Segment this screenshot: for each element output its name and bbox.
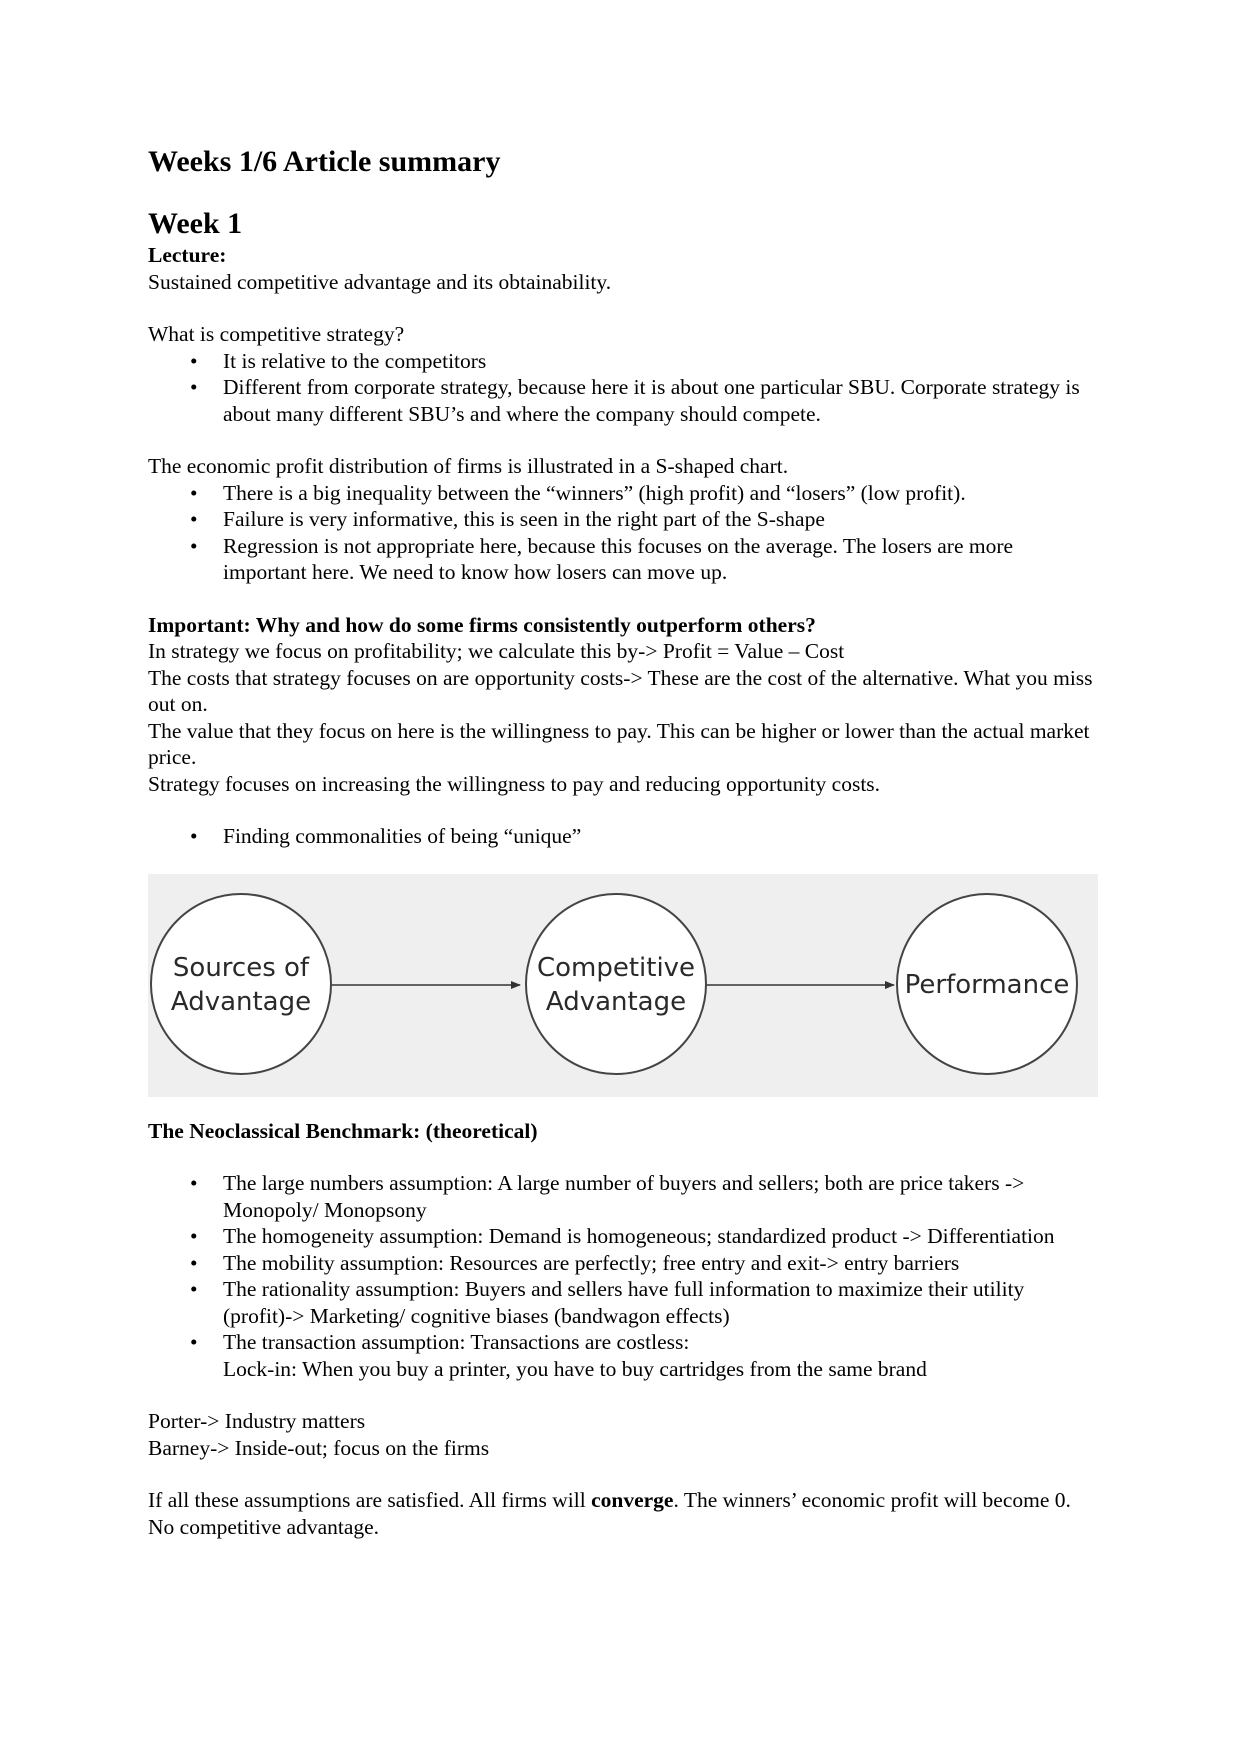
porter-line: Porter-> Industry matters: [148, 1409, 366, 1433]
bullet-icon: •: [190, 1171, 198, 1195]
important-heading: Important: Why and how do some firms consistently outperform others?: [148, 612, 816, 637]
list-item-text: Finding commonalities of being “unique”: [223, 824, 582, 848]
profitability-line: In strategy we focus on profitability; we calculate this by-> Profit = Value – Cost: [148, 639, 845, 663]
node-label: Sources of: [172, 952, 310, 983]
neoclassical-heading: The Neoclassical Benchmark: (theoretical): [148, 1118, 538, 1143]
bullet-icon: •: [190, 348, 198, 373]
bullet-icon: •: [190, 824, 198, 848]
lock-in-text: Lock-in: When you buy a printer, you have to buy cartridges from the same brand: [223, 1356, 927, 1381]
list-item: [148, 1250, 1098, 1277]
node-label: Advantage: [170, 986, 312, 1017]
advantage-flow-diagram: [148, 874, 1098, 1097]
bullet-icon: •: [190, 1224, 198, 1248]
bullet-icon: •: [190, 1250, 198, 1275]
list-item-text: Different from corporate strategy, because here it is about one particular SBU. Corporate strategy is about many different SBU’s and where the company should compete.: [223, 375, 1080, 426]
bullet-icon: •: [190, 375, 198, 399]
list-item-text: Failure is very informative, this is seen in the right part of the S-shape: [223, 507, 825, 531]
converge-emphasis: converge: [591, 1488, 674, 1512]
profitability-line: The value that they focus on here is the willingness to pay. This can be higher or lower than the actual market price.: [148, 718, 1090, 769]
list-item-text: The homogeneity assumption: Demand is homogeneous; standardized product -> Differentiation: [223, 1224, 1055, 1248]
document-title: Weeks 1/6 Article summary: [148, 145, 501, 178]
assumption-list: [148, 1170, 1098, 1382]
barney-line: Barney-> Inside-out; focus on the firms: [148, 1435, 490, 1460]
unique-list: [148, 823, 1098, 850]
node-label: Performance: [904, 969, 1070, 1000]
bullet-icon: •: [190, 533, 198, 558]
list-item-text: The mobility assumption: Resources are perfectly; free entry and exit-> entry barriers: [223, 1250, 960, 1275]
conclusion-paragraph: [148, 1487, 1098, 1540]
conclusion-text: If all these assumptions are satisfied. All firms will: [148, 1488, 592, 1512]
list-item: [148, 506, 1098, 533]
competitive-strategy-list: [148, 348, 1098, 428]
list-item: [148, 533, 1098, 586]
list-item: [148, 374, 1098, 427]
list-item: [148, 1329, 1098, 1382]
list-item: [148, 1276, 1098, 1329]
week-heading: Week 1: [148, 207, 243, 240]
profitability-line: The costs that strategy focuses on are opportunity costs-> These are the cost of the alternative. What you miss out on.: [148, 665, 1093, 716]
conclusion-text: . The winners’ economic profit will become 0. No competitive advantage.: [148, 1488, 1071, 1539]
list-item-text: The large numbers assumption: A large number of buyers and sellers; both are price takers -> Monopoly/ Monopsony: [223, 1171, 1025, 1222]
list-item-text: It is relative to the competitors: [223, 348, 487, 373]
list-item: [148, 348, 1098, 375]
profit-distribution-list: [148, 480, 1098, 586]
document-body: [148, 242, 1098, 1540]
node-label: Competitive: [536, 952, 696, 983]
bullet-icon: •: [190, 1277, 198, 1301]
node-label: Advantage: [545, 986, 687, 1017]
list-item: [148, 1223, 1098, 1250]
list-item: [148, 480, 1098, 507]
bullet-icon: •: [190, 480, 198, 505]
bullet-icon: •: [190, 1330, 198, 1354]
lecture-label: Lecture:: [148, 243, 227, 267]
list-item-text: There is a big inequality between the “winners” (high profit) and “losers” (low profit).: [223, 480, 966, 505]
list-item-text: The transaction assumption: Transactions are costless:: [223, 1330, 690, 1354]
lecture-text: Sustained competitive advantage and its obtainability.: [148, 269, 612, 294]
list-item: [148, 1170, 1098, 1223]
list-item-text: The rationality assumption: Buyers and sellers have full information to maximize their utility (profit)-> Marketing/ cognitive biases (bandwagon effects): [223, 1277, 1025, 1328]
profit-distribution-text: The economic profit distribution of firms is illustrated in a S-shaped chart.: [148, 454, 789, 478]
node-sources-of-advantage: [151, 894, 331, 1074]
node-competitive-advantage: [526, 894, 706, 1074]
advantage-flow-svg: [148, 874, 1098, 1097]
list-item: [148, 823, 1098, 850]
profitability-line: Strategy focuses on increasing the willingness to pay and reducing opportunity costs.: [148, 771, 881, 796]
bullet-icon: •: [190, 507, 198, 531]
list-item-text: Regression is not appropriate here, because this focuses on the average. The losers are more important here. We need to know how losers can move up.: [223, 533, 1014, 584]
competitive-strategy-question: What is competitive strategy?: [148, 322, 405, 346]
